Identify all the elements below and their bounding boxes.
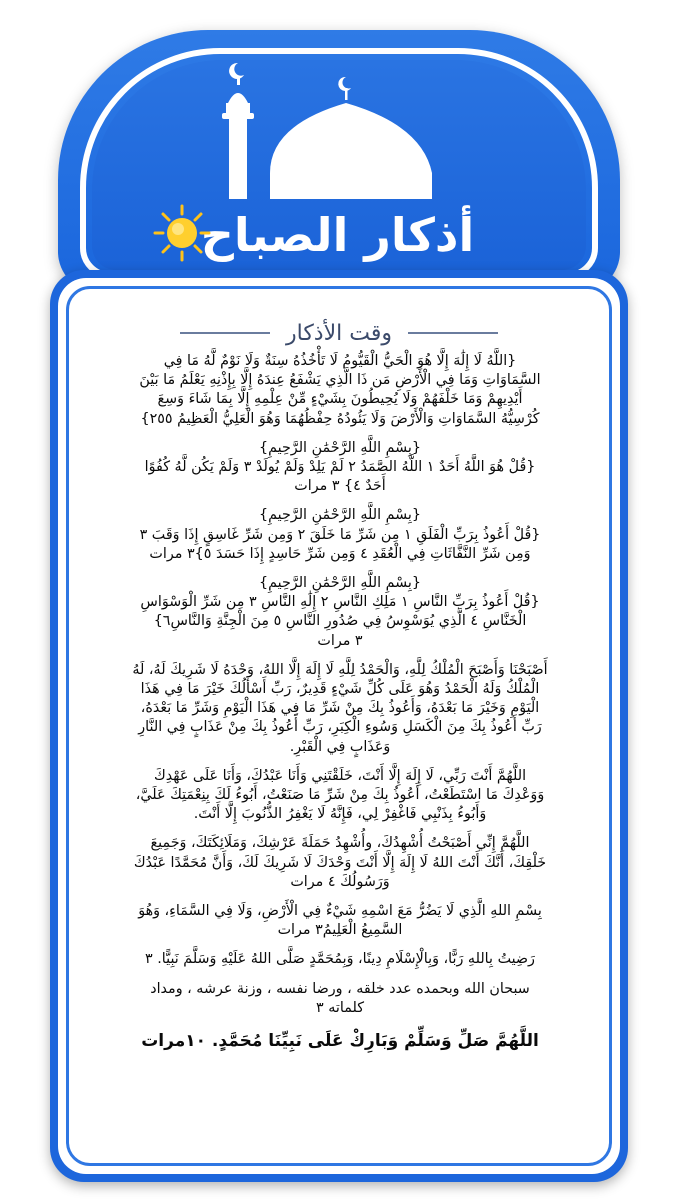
zikr-line: السَّمَاوَاتِ وَمَا فِي الْأَرْضِ مَن ذَا الَّذِي يَشْفَعُ عِندَهُ إِلَّا بِإِذْنِهِ يَعْلَمُ مَا بَيْنَ <box>139 372 541 389</box>
zikr-line: وَوَعْدِكَ مَا اسْتَطَعْتُ، أَعُوذُ بِكَ مِنْ شَرِّ مَا صَنَعْتُ، أَبُوءُ لَكَ بِنِعْمَتِكَ عَلَيَّ، <box>135 787 545 804</box>
divider <box>180 332 270 334</box>
sun-icon <box>152 203 212 263</box>
zikr-block <box>84 950 596 969</box>
zikr-line: بِسْمِ اللهِ الَّذِي لَا يَضُرُّ مَعَ اسْمِهِ شَيْءٌ فِي الْأَرْضِ، وَلَا فِي السَّمَاءِ، وَهُوَ <box>138 903 542 920</box>
zikr-block <box>84 439 596 497</box>
zikr-line: رَضِيتُ بِاللهِ رَبًّا، وَبِالْإِسْلَامِ دِينًا، وَبِمُحَمَّدٍ صَلَّى اللهُ عَلَيْهِ وَسَلَّمَ نَبِيًّا. ٣ <box>145 951 535 968</box>
zikr-line: {قُلْ أَعُوذُ بِرَبِّ الْفَلَقِ ١ مِن شَرِّ مَا خَلَقَ ٢ وَمِن شَرِّ غَاسِقٍ إِذَا وَقَبَ ٣ <box>139 526 541 543</box>
zikr-line: الْمُلْكُ وَلَهُ الْحَمْدُ وَهُوَ عَلَى كُلِّ شَيْءٍ قَدِيرٌ، رَبِّ أَسْأَلُكَ خَيْرَ مَا فِي هَذَا <box>140 681 540 698</box>
zikr-line: الْيَوْمِ وَخَيْرَ مَا بَعْدَهُ، وَأَعُوذُ بِكَ مِنْ شَرِّ مَا فِي هَذَا الْيَوْمِ وَشَرِّ مَا بَعْدَهُ، <box>140 700 540 717</box>
zikr-block <box>84 574 596 651</box>
zikr-block <box>84 980 596 1018</box>
zikr-line: {بِسْمِ اللَّهِ الرَّحْمَٰنِ الرَّحِيمِ} <box>259 507 421 524</box>
zikr-line: {بِسْمِ اللَّهِ الرَّحْمَٰنِ الرَّحِيمِ} <box>259 439 421 456</box>
zikr-block <box>84 902 596 940</box>
zikr-line: {اللَّهُ لَا إِلَٰهَ إِلَّا هُوَ الْحَيُّ الْقَيُّومُ لَا تَأْخُذُهُ سِنَةٌ وَلَا نَوْمٌ لَّهُ مَا فِي <box>163 353 517 369</box>
divider <box>408 332 498 334</box>
zikr-line: أَيْدِيهِمْ وَمَا خَلْفَهُمْ وَلَا يُحِيطُونَ بِشَيْءٍ مِّنْ عِلْمِهِ إِلَّا بِمَا شَاءَ وَسِعَ <box>157 391 523 408</box>
zikr-line: سبحان الله وبحمده عدد خلقه ، ورضا نفسه ، وزنة عرشه ، ومداد <box>150 980 530 997</box>
zikr-block <box>84 661 596 757</box>
zikr-line: {بِسْمِ اللَّهِ الرَّحْمَٰنِ الرَّحِيمِ} <box>259 575 421 592</box>
zikr-block <box>84 352 596 429</box>
page-title: أذكار الصباح <box>200 208 475 262</box>
zikr-line: أَحَدٌ ٤} ٣ مرات <box>294 478 386 495</box>
zikr-line: وَمِن شَرِّ النَّفَّاثَاتِ فِي الْعُقَدِ ٤ وَمِن شَرِّ حَاسِدٍ إِذَا حَسَدَ ٥}٣ مرات <box>149 545 531 562</box>
zikr-line: الْخَنَّاسِ ٤ الَّذِي يُوَسْوِسُ فِي صُدُورِ النَّاسِ ٥ مِنَ الْجِنَّةِ وَالنَّاسِ٦} <box>153 613 527 630</box>
zikr-line: {قُلْ هُوَ اللَّهُ أَحَدٌ ١ اللَّهُ الصَّمَدُ ٢ لَمْ يَلِدْ وَلَمْ يُولَدْ ٣ وَلَمْ يَكُن لَّهُ كُفُوًا <box>144 459 536 476</box>
zikr-block <box>84 834 596 892</box>
zikr-line: ٣ مرات <box>317 632 363 649</box>
zikr-line: وَعَذَابٍ فِي الْقَبْرِ. <box>289 738 391 755</box>
section-title-label: وقت الأذكار <box>286 320 392 346</box>
zikr-line: السَّمِيعُ الْعَلِيمُ٣ مرات <box>277 922 403 939</box>
zikr-line: وَأَبُوءُ بِذَنْبِي فَاغْفِرْ لِي، فَإِنَّهُ لَا يَغْفِرُ الذُّنُوبَ إِلَّا أَنْتَ. <box>193 806 487 823</box>
zikr-block <box>84 767 596 825</box>
zikr-line: وَرَسُولُكَ ٤ مرات <box>290 873 390 890</box>
zikr-line: اللَّهُمَّ إِنِّي أَصْبَحْتُ أُشْهِدُكَ، وأُشْهِدُ حَمَلَةَ عَرْشِكَ، وَمَلَائِكَتَكَ، وَجَمِيعَ <box>150 835 530 852</box>
zikr-line: كلماته ٣ <box>315 999 365 1016</box>
salawat-line: اللَّهُمَّ صَلِّ وَسَلِّمْ وَبَارِكْ عَلَى نَبِيِّنَا مُحَمَّدٍ. ١٠مرات <box>141 1031 539 1052</box>
zikr-line: أَصْبَحْنَا وَأَصْبَحَ الْمُلْكُ لِلَّهِ، وَالْحَمْدُ لِلَّهِ لَا إِلَهَ إِلَّا اللهُ، وَحْدَهُ لَا شَرِيكَ لَهُ، لَهُ <box>132 661 548 678</box>
zikr-line: رَبِّ أَعُوذُ بِكَ مِنَ الْكَسَلِ وَسُوءِ الْكِبَرِ، رَبِّ أَعُوذُ بِكَ مِنْ عَذَابٍ فِي النَّارِ <box>138 719 542 736</box>
zikr-block <box>84 506 596 564</box>
zikr-line: خَلْقِكَ، أَنَّكَ أَنْتَ اللهُ لَا إِلَهَ إِلَّا أَنْتَ وَحْدَكَ لَا شَرِيكَ لَكَ، وَأَنَّ مُحَمَّدًا عَبْدُكَ <box>133 854 547 871</box>
zikr-line: {قُلْ أَعُوذُ بِرَبِّ النَّاسِ ١ مَلِكِ النَّاسِ ٢ إِلَٰهِ النَّاسِ ٣ مِن شَرِّ الْوَسْوَاسِ <box>140 594 540 611</box>
azkar-content <box>84 352 596 1071</box>
zikr-line: كُرْسِيُّهُ السَّمَاوَاتِ وَالْأَرْضَ وَلَا يَئُودُهُ حِفْظُهُمَا وَهُوَ الْعَلِيُّ الْعَظِيمُ ٢٥٥} <box>140 410 540 427</box>
zikr-line: اللَّهُمَّ أَنْتَ رَبِّي، لَا إِلَهَ إِلَّا أَنْتَ، خَلَقْتَنِي وَأَنَا عَبْدُكَ، وَأَنَا عَلَى عَهْدِكَ <box>153 767 527 784</box>
mosque-icon <box>200 55 460 205</box>
section-title <box>80 316 598 350</box>
